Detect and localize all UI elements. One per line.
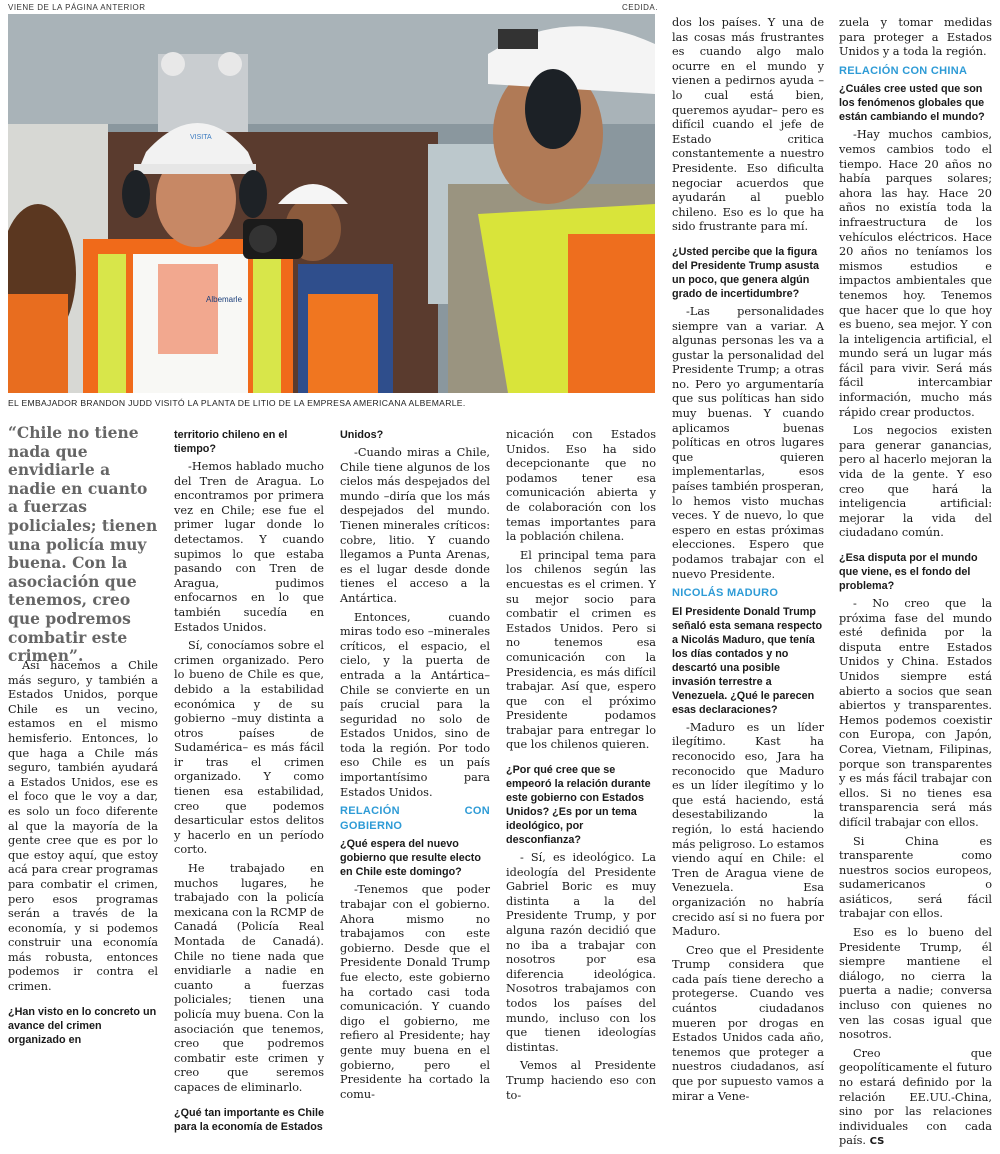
paragraph: -Hemos hablado mucho del Tren de Aragua. Lo encontramos por primera vez en Chile; ese fue el primer lugar donde lo detectamos. Y cuando supimos lo que estaba pasando con Tren de Aragua, pudimos enfocarnos en lo que también sucedía en Estados Unidos. [174, 460, 324, 634]
paragraph: Entonces, cuando miras todo eso –minerales críticos, el espacio, el cielo, y la puerta de entrada a la Antártica– Chile se convierte en un país crucial para la seguridad no solo de Estados Unidos, sino de toda la región. Por todo eso Chile es un país importantísimo para Estados Unidos. [340, 610, 490, 799]
paragraph: El principal tema para los chilenos según las encuestas es el crimen. Y su mejor socio para combatir el crimen es Estados Unidos. Pero si no tenemos esa comunicación con la Presidencia, es más difícil trabajar. Así que, espero que con el próximo Presidente podamos trabajar para entregar lo que los chilenos quieren. [506, 548, 656, 752]
paragraph: zuela y tomar medidas para proteger a Estados Unidos y a toda la región. [839, 16, 992, 59]
photo-caption: EL EMBAJADOR BRANDON JUDD VISITÓ LA PLANTA DE LITIO DE LA EMPRESA AMERICANA ALBEMARLE. [8, 398, 466, 408]
interview-question: ¿Esa disputa por el mundo que viene, es el fondo del problema? [839, 552, 978, 592]
interview-question: ¿Han visto en lo concreto un avance del crimen organizado en [8, 1005, 157, 1046]
section-heading: RELACIÓN CON GOBIERNO [340, 805, 490, 832]
column-2 [174, 428, 324, 1138]
column-3 [340, 428, 490, 1106]
column-6 [839, 16, 992, 1154]
paragraph: dos los países. Y una de las cosas más frustrantes es cuando algo malo ocurre en el mundo y vienen a pedirnos ayuda –lo cual está bien, queremos ayudar– pero es difícil cuando el jefe de Estado critica constantemente a nuestro Presidente. Eso dificulta negociar acuerdos que ayudarán al pueblo chileno. Eso es lo que ha sido frustrante para mí. [672, 16, 824, 234]
vest-logo: Albemarle [206, 295, 243, 304]
paragraph: Creo que el Presidente Trump considera que cada país tiene derecho a protegerse. Cuando ves cuántos ciudadanos mueren por drogas en Estados Unidos cada año, tenemos que proteger a nuestros ciudadanos, así que por supuesto vamos a mirar a Vene- [672, 943, 824, 1103]
interview-question: ¿Qué tan importante es Chile para la economía de Estados [174, 1106, 324, 1133]
interview-question: ¿Cuáles cree usted que son los fenómenos globales que están cambiando el mundo? [839, 83, 985, 124]
paragraph: - Sí, es ideológico. La ideología del Presidente Gabriel Boric es muy distinta a la del Presidente Trump, y por alguna razón decidió que no iba a trabajar con nosotros por esa diferencia ideológica. Nosotros trabajamos con todos los países del mundo, incluso con los que tienen ideologías distintas. [506, 851, 656, 1054]
paragraph: Si China es transparente como nuestros socios europeos, sudamericanos o asiáticos, será fácil trabajar con ellos. [839, 834, 992, 921]
interview-question: Unidos? [340, 429, 384, 441]
paragraph: Eso es lo bueno del Presidente Trump, él siempre mantiene el diálogo, no cierra la puerta a nadie; conversa incluso con quienes no ven las cosas igual que nosotros. [839, 926, 992, 1042]
interview-question: territorio chileno en el tiempo? [174, 429, 288, 455]
paragraph: -Maduro es un líder ilegítimo. Kast ha reconocido eso, Jara ha reconocido que Maduro es un líder ilegítimo y lo que está haciendo, está desestabilizando la región, lo está haciendo más peligroso. Lo estamos viendo aquí en Chile: el Tren de Aragua viene de Venezuela. Esa organización no habría crecido así si no fuera por Maduro. [672, 720, 824, 939]
continued-label: VIENE DE LA PÁGINA ANTERIOR [8, 3, 146, 12]
column-5 [672, 16, 824, 1108]
paragraph: - No creo que la próxima fase del mundo esté definida por la disputa entre Estados Unidos y China. Estados Unidos siempre está abierto a socios que sean abiertos y transparentes. Hemos podemos coexistir con Europa, con Japón, Corea, Vietnam, Filipinas, porque son transparentes y es más fácil trabajar con ellos. Si no tienes esa transparencia será más difícil trabajar con ellos. [839, 597, 992, 829]
paragraph [839, 1047, 992, 1150]
section-heading: RELACIÓN CON CHINA [839, 64, 968, 77]
interview-question: ¿Qué espera del nuevo gobierno que resulte electo en Chile este domingo? [340, 838, 481, 879]
paragraph: Así hacemos a Chile más seguro, y también a Estados Unidos, porque Chile es un vecino, estamos en el mismo hemisferio. Entonces, lo que haga a Chile más seguro, también ayudará a Estados Unidos, ese es el foco que le voy a dar, es solo un foco diferente al que la mayoría de la gente cree que es por lo que estoy aquí, que estoy acá para crear programas para combatir el crimen, pero esos programas serán a través de la economía, y si podemos construir una economía más robusta, entonces podemos ir contra el crimen. [8, 659, 158, 994]
paragraph: Los negocios existen para generar ganancias, pero al hacerlo mejoran la vida de la gente. Y eso creo que hará la inteligencia artificial: mejorar la vida del ciudadano común. [839, 424, 992, 540]
paragraph: nicación con Estados Unidos. Eso ha sido decepcionante que no podamos tener esa comunicación abierta y de colaboración con los temas importantes para la población chilena. [506, 428, 656, 544]
interview-question: ¿Usted percibe que la figura del Presidente Trump asusta un poco, que genera algún grado de incertidumbre? [672, 245, 820, 300]
paragraph: -Las personalidades siempre van a variar. A algunas personas les va a gustar la personalidad del Presidente Trump; a otras no. Pero yo argumentaría que sus políticas han sido muy buenas. Y cuando aplicamos buenas políticas en otros lugares que quieren implementarlas, esos países también prosperan, lo hemos visto muchas veces. Y de nuevo, lo que espero en estas próximas elecciones. Espero que podamos trabajar con el nuevo Presidente. [672, 304, 824, 581]
paragraph: -Tenemos que poder trabajar con el gobierno. Ahora mismo no trabajamos con este gobierno. Desde que el Presidente Donald Trump fue electo, este gobierno ha cortado casi toda comunicación. Y cuando digo el gobierno, me refiero al Presidente; hay gente muy buena en el gobierno, pero el Presidente ha cortado la comu- [340, 883, 490, 1101]
interview-question: ¿Por qué cree que se empeoró la relación durante este gobierno con Estados Unidos? ¿Es por un tema ideológico, por desconfianza? [506, 764, 651, 847]
paragraph: Vemos al Presidente Trump haciendo eso con to- [506, 1059, 656, 1102]
column-4 [506, 428, 656, 1107]
paragraph: -Hay muchos cambios, vemos cambios todo el tiempo. Hace 20 años no había parques solares; ahora las hay. Hace 20 años no existía toda la infraestructura de los vehículos eléctricos. Hace 20 años no teníamos los mismos estudios e impactos ambientales que tenemos hoy. Tenemos que hacer que lo que hoy es bueno, sea mejor. Y con la inteligencia artificial, el mundo será un lugar más fácil para vivir. Será más fácil intercambiar información, mucho más rápido crear productos. [839, 128, 992, 419]
article-photo [8, 14, 655, 393]
paragraph: -Cuando miras a Chile, Chile tiene algunos de los cielos más despejados del mundo –diría que los más despejados del mundo. Tienen minerales críticos: cobre, litio. Y cuando llegamos a Punta Arenas, es el lugar desde donde tienes el acceso a la Antártica. [340, 446, 490, 605]
paragraph-text: Creo que geopolíticamente el futuro no estará definido por la relación EE.UU.-China, sino por las relaciones individuales con cada país. [839, 1046, 992, 1148]
pull-quote: “Chile no tiene nada que envidiarle a nadie en cuanto a fuerzas policiales; tienen una policía muy buena. Con la asociación que tenemos, creo que podremos combatir este crimen”. [8, 423, 158, 666]
helmet-logo: VISITA [190, 134, 212, 141]
section-heading: NICOLÁS MADURO [672, 587, 779, 600]
interview-question: El Presidente Donald Trump señaló esta semana respecto a Nicolás Maduro, que tenía los días contados y no descartó una posible invasión terrestre a Venezuela. ¿Qué le parecen esas declaraciones? [672, 605, 823, 716]
paragraph: Sí, conocíamos sobre el crimen organizado. Pero lo bueno de Chile es que, debido a la estabilidad económica y de su gobierno –muy distinta a otros países de Sudamérica– es más fácil ir tras el crimen organizado. Y como tienen esa estabilidad, creo que podemos desarticular estos delitos y hacerlo en un período corto. [174, 639, 324, 857]
column-1 [8, 659, 158, 1051]
photo-illustration [8, 14, 655, 393]
photo-credit: CEDIDA. [622, 3, 658, 12]
paragraph: He trabajado en muchos lugares, he trabajado con la policía mexicana con la RCMP de Canadá (Policía Real Montada de Canadá). Chile no tiene nada que envidiarle a nadie en cuanto a fuerzas policiales; tienen una policía muy buena. Con la asociación que tenemos, creo que podremos combatir este crimen y creo que seremos capaces de eliminarlo. [174, 862, 324, 1094]
end-of-article-mark: CS [869, 1136, 885, 1148]
